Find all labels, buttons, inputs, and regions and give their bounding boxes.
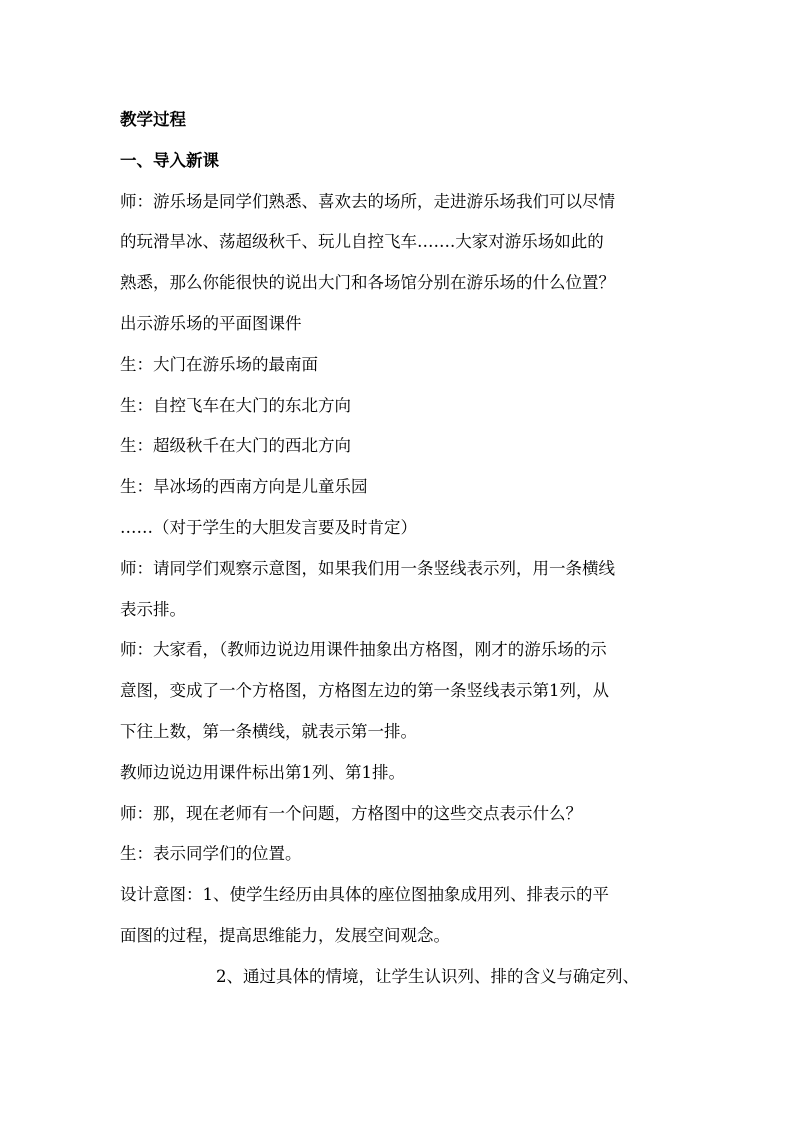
paragraph-line: 师：大家看，（教师边说边用课件抽象出方格图，刚才的游乐场的示 [120,640,607,660]
paragraph-line: 生：超级秋千在大门的西北方向 [120,436,351,456]
paragraph-line: 熟悉，那么你能很快的说出大门和各场馆分别在游乐场的什么位置？ [120,273,615,293]
paragraph-line: 面图的过程，提高思维能力，发展空间观念。 [120,925,450,945]
paragraph-line: 下往上数，第一条横线，就表示第一排。 [120,721,417,741]
document-body [120,100,680,998]
paragraph-line: 师：那，现在老师有一个问题，方格图中的这些交点表示什么？ [120,803,582,823]
paragraph-line: ……（对于学生的大胆发言要及时肯定） [120,517,417,537]
section-title: 教学过程 [120,110,186,129]
paragraph-line: 的玩滑旱冰、荡超级秋千、玩儿自控飞车…….大家对游乐场如此的 [120,232,604,252]
paragraph-line: 出示游乐场的平面图课件 [120,313,302,333]
paragraph-line-indented: 2、通过具体的情境，让学生认识列、排的含义与确定列、 [216,966,639,986]
paragraph-line: 生：表示同学们的位置。 [120,844,302,864]
paragraph-line: 师：请同学们观察示意图，如果我们用一条竖线表示列，用一条横线 [120,558,615,578]
paragraph-line: 生：旱冰场的西南方向是儿童乐园 [120,477,368,497]
paragraph-line: 教师边说边用课件标出第1列、第1排。 [120,762,405,782]
paragraph-line: 意图，变成了一个方格图，方格图左边的第一条竖线表示第1列，从 [120,681,609,701]
paragraph-line: 生：自控飞车在大门的东北方向 [120,395,351,415]
subsection-heading: 一、导入新课 [120,150,219,170]
paragraph-line: 师：游乐场是同学们熟悉、喜欢去的场所，走进游乐场我们可以尽情 [120,191,615,211]
paragraph-line: 表示排。 [120,599,186,619]
paragraph-line: 设计意图：1、使学生经历由具体的座位图抽象成用列、排表示的平 [120,885,609,905]
paragraph-line: 生：大门在游乐场的最南面 [120,354,318,374]
